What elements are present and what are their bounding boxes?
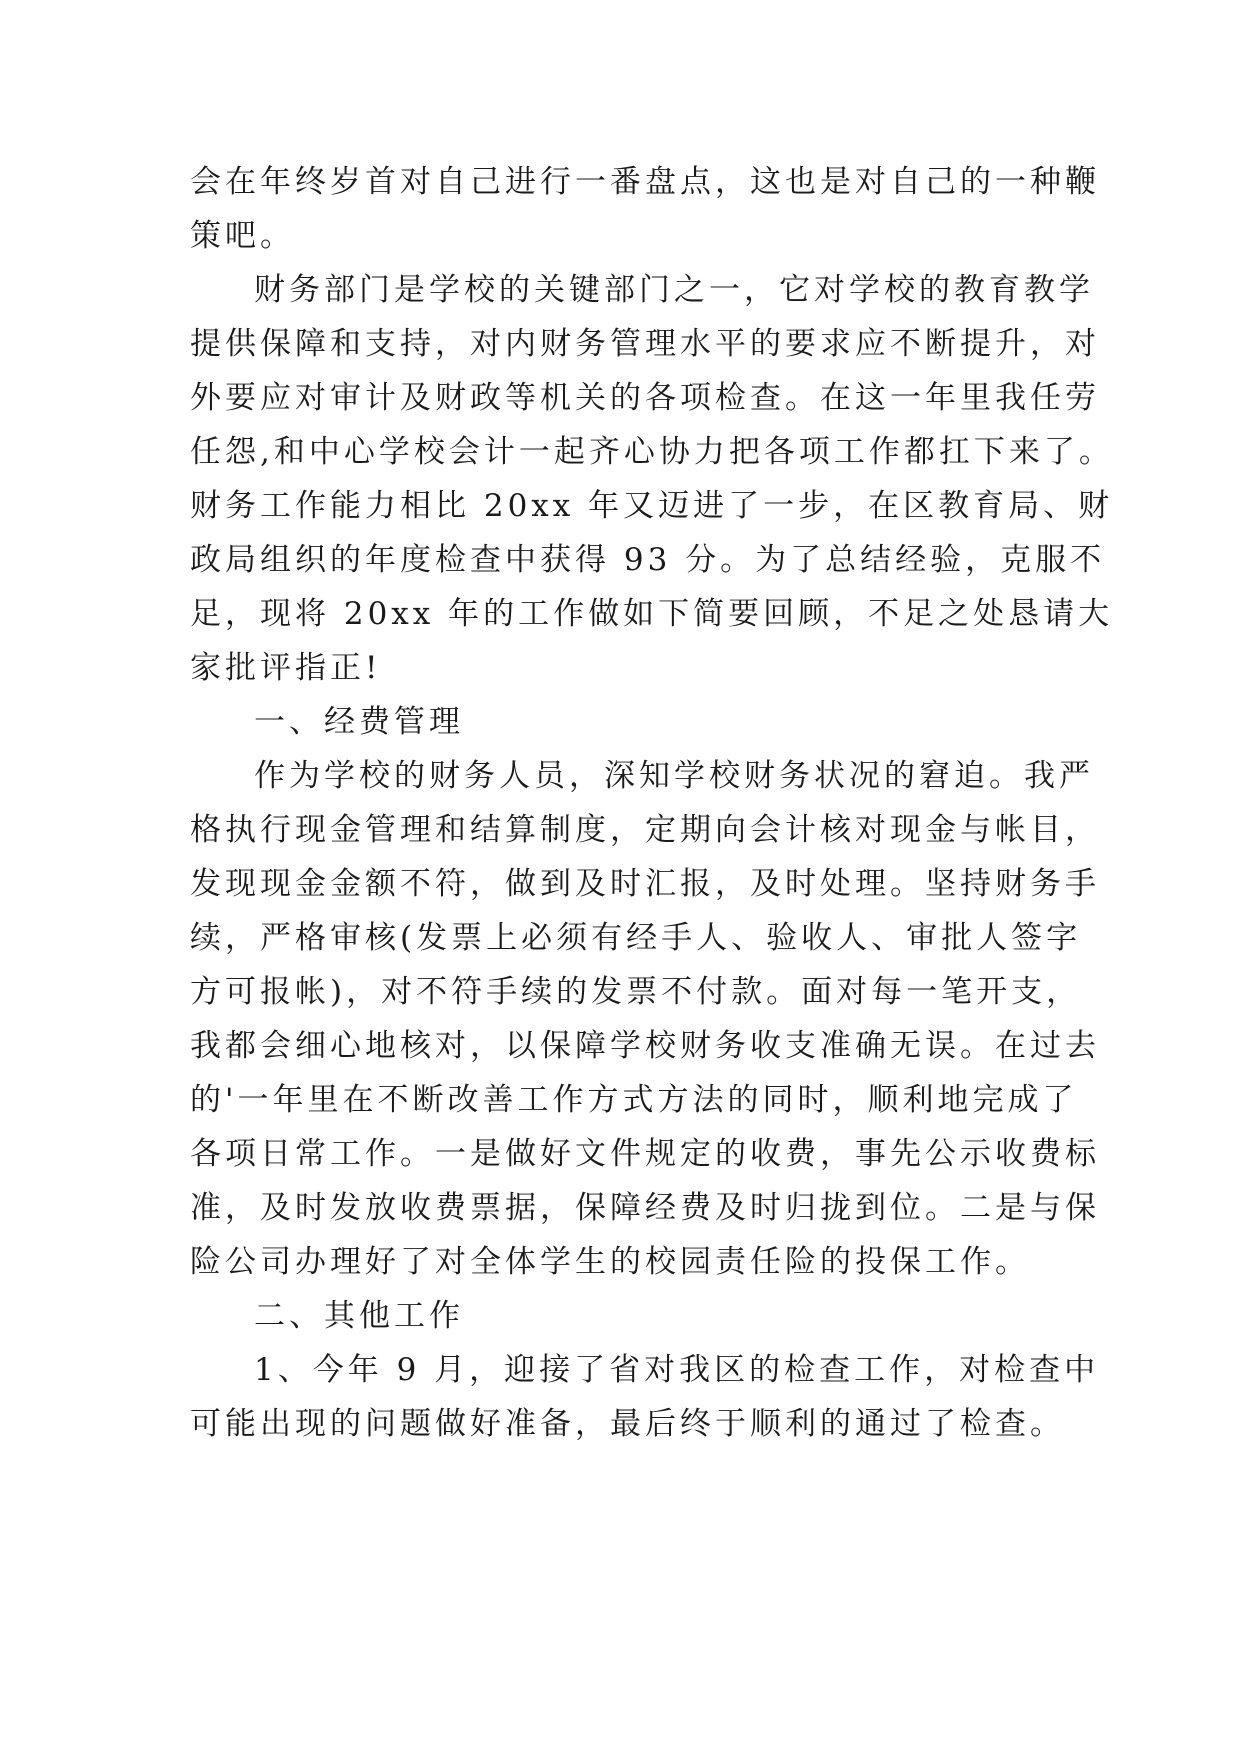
paragraph-line: 各项日常工作。一是做好文件规定的收费，事先公示收费标: [190, 1136, 1100, 1172]
document-body: [190, 155, 1114, 1451]
paragraph-line: 政局组织的年度检查中获得 93 分。为了总结经验，克服不: [190, 542, 1106, 578]
paragraph-line: 财务部门是学校的关键部门之一，它对学校的教育教学: [254, 272, 1094, 308]
paragraph-line: 作为学校的财务人员，深知学校财务状况的窘迫。我严: [254, 758, 1094, 794]
paragraph-line: 1、今年 9 月，迎接了省对我区的检查工作，对检查中: [254, 1352, 1100, 1388]
section-heading: 一、经费管理: [254, 704, 464, 740]
paragraph-line: 任怨,和中心学校会计一起齐心协力把各项工作都扛下来了。: [190, 434, 1114, 470]
paragraph-line: 外要应对审计及财政等机关的各项检查。在这一年里我任劳: [190, 380, 1100, 416]
paragraph-line: 我都会细心地核对，以保障学校财务收支准确无误。在过去: [190, 1028, 1100, 1064]
paragraph-line: 策吧。: [190, 218, 295, 254]
paragraph-line: 可能出现的问题做好准备，最后终于顺利的通过了检查。: [190, 1406, 1065, 1442]
paragraph-line: 提供保障和支持，对内财务管理水平的要求应不断提升，对: [190, 326, 1100, 362]
paragraph-line: 续，严格审核(发票上必须有经手人、验收人、审批人签字: [190, 920, 1082, 956]
paragraph-line: 会在年终岁首对自己进行一番盘点，这也是对自己的一种鞭: [190, 164, 1100, 200]
paragraph-line: 财务工作能力相比 20xx 年又迈进了一步，在区教育局、财: [190, 488, 1114, 524]
paragraph-line: 方可报帐)，对不符手续的发票不付款。面对每一笔开支，: [190, 974, 1082, 1010]
section-heading: 二、其他工作: [254, 1298, 464, 1334]
paragraph-line: 格执行现金管理和结算制度，定期向会计核对现金与帐目，: [190, 812, 1100, 848]
paragraph-line: 足，现将 20xx 年的工作做如下简要回顾，不足之处恳请大: [190, 596, 1114, 632]
paragraph-line: 准，及时发放收费票据，保障经费及时归拢到位。二是与保: [190, 1190, 1100, 1226]
paragraph-line: 的'一年里在不断改善工作方式方法的同时，顺利地完成了: [190, 1082, 1078, 1118]
paragraph-line: 险公司办理好了对全体学生的校园责任险的投保工作。: [190, 1244, 1030, 1280]
paragraph-line: 家批评指正!: [190, 650, 382, 686]
paragraph-line: 发现现金金额不符，做到及时汇报，及时处理。坚持财务手: [190, 866, 1100, 902]
